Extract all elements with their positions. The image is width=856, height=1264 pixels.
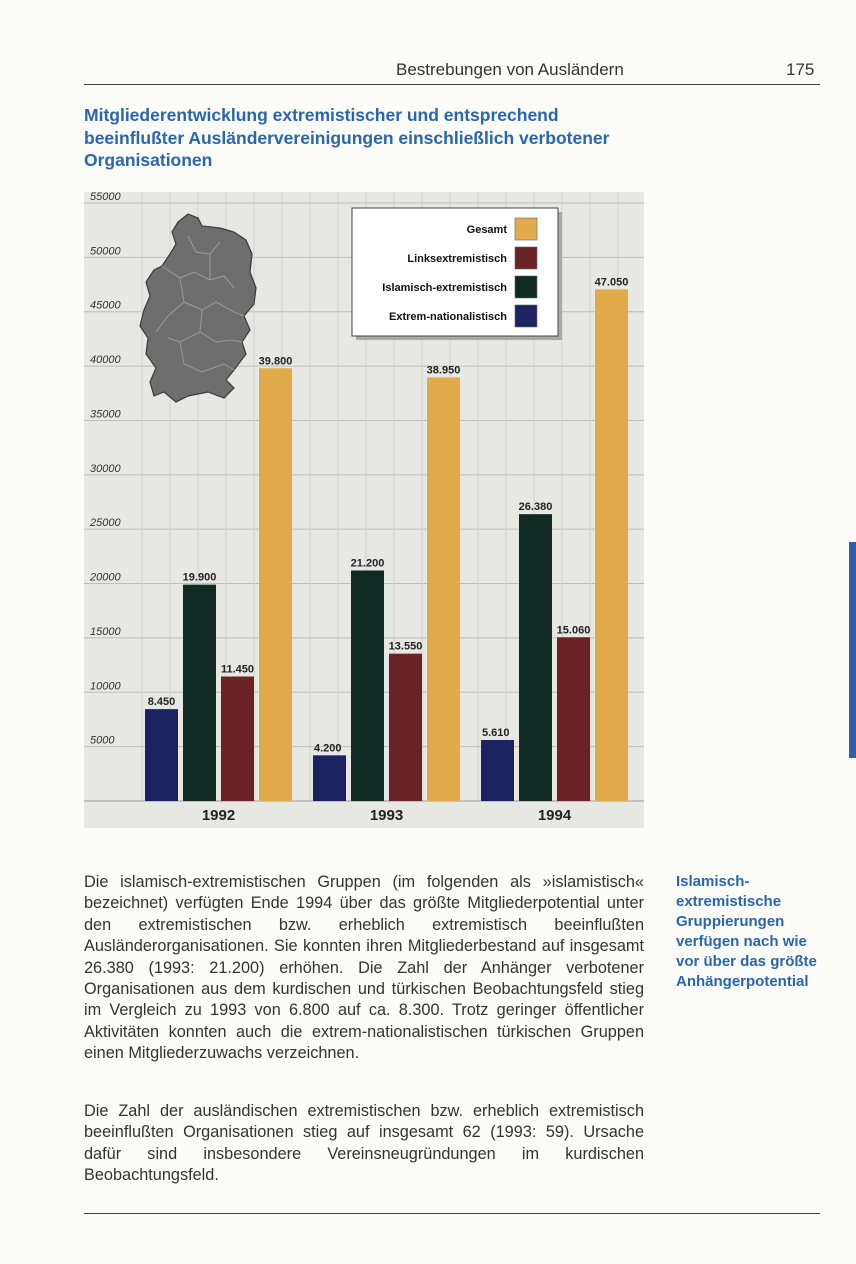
y-tick-label: 50000 xyxy=(90,245,121,258)
y-tick-label: 40000 xyxy=(90,354,121,367)
data-label: 38.950 xyxy=(426,364,461,377)
y-tick-label: 30000 xyxy=(90,462,121,475)
legend-label: Linksextremistisch xyxy=(407,253,507,265)
data-label: 39.800 xyxy=(258,355,293,368)
header-divider xyxy=(84,84,820,85)
body-paragraph-1: Die islamisch-extremistischen Gruppen (im folgenden als »islamistisch« bezeichnet) verfügten Ende 1994 über das größte Mitgliederpotential unter den extremistischen bzw. erheblich extremistisch beeinflußten Ausländerorganisationen. Sie konnten ihren Mitgliederbestand auf insgesamt 26.380 (1993: 21.200) erhöhen. Die Zahl der Anhänger verbotener Organisationen aus dem kurdischen und türkischen Beobachtungsfeld stieg im Vergleich zu 1993 von 6.800 auf ca. 8.300. Trotz geringer öffentlicher Aktivitäten konnten auch die extrem-nationalistischen türkischen Gruppen einen Mitgliederzuwachs verzeichnen. xyxy=(84,873,644,1063)
legend-swatch xyxy=(515,305,537,327)
bar xyxy=(145,709,178,801)
bar xyxy=(313,755,346,801)
y-tick-label: 55000 xyxy=(90,192,121,203)
bar xyxy=(557,637,590,801)
data-label: 26.380 xyxy=(518,501,553,514)
y-tick-label: 25000 xyxy=(90,517,121,530)
legend-label: Gesamt xyxy=(466,224,507,236)
data-label: 19.900 xyxy=(182,571,217,584)
bar xyxy=(221,677,254,801)
legend-swatch xyxy=(515,247,537,269)
data-label: 47.050 xyxy=(594,276,629,289)
data-label: 4.200 xyxy=(314,742,342,755)
chart-title: Mitgliederentwicklung extremistischer und entsprechend beeinflußter Ausländervereinigungen einschließlich verbotener Organisationen xyxy=(84,105,610,170)
body-paragraph-2: Die Zahl der ausländischen extremistischen bzw. erheblich extremistisch beeinflußten Organisationen stieg auf insgesamt 62 (1993: 59). Ursache dafür sind insbesondere Vereinsneugründungen im kurdischen Beobachtungsfeld. xyxy=(84,1102,644,1185)
legend-swatch xyxy=(515,276,537,298)
bar xyxy=(481,740,514,801)
y-tick-label: 10000 xyxy=(90,680,121,693)
x-tick-label: 1993 xyxy=(369,807,404,824)
bar xyxy=(519,514,552,801)
y-tick-label: 35000 xyxy=(90,408,121,421)
y-tick-label: 5000 xyxy=(90,734,115,747)
data-label: 5.610 xyxy=(482,727,510,740)
y-tick-label: 20000 xyxy=(90,571,121,584)
bar xyxy=(259,368,292,801)
x-tick-label: 1994 xyxy=(537,807,572,824)
data-label: 13.550 xyxy=(388,640,423,653)
y-tick-label: 15000 xyxy=(90,625,121,638)
data-label: 8.450 xyxy=(147,696,176,709)
legend-label: Islamisch-extremistisch xyxy=(382,282,507,294)
page-number: 175 xyxy=(786,60,815,79)
x-tick-label: 1992 xyxy=(201,807,236,824)
legend xyxy=(352,208,562,340)
y-tick-label: 45000 xyxy=(90,299,121,312)
data-label: 15.060 xyxy=(556,624,591,637)
legend-label: Extrem-nationalistisch xyxy=(389,311,507,323)
bar-chart xyxy=(84,192,644,828)
data-label: 11.450 xyxy=(220,663,255,676)
footer-divider xyxy=(84,1213,820,1214)
bar xyxy=(595,289,628,801)
chapter-tab-marker xyxy=(849,542,856,758)
margin-note: Islamisch-extremistische Gruppierungen verfügen nach wie vor über das größte Anhängerpotential xyxy=(676,873,817,990)
bar xyxy=(389,654,422,801)
bar xyxy=(351,570,384,801)
legend-swatch xyxy=(515,218,537,240)
data-label: 21.200 xyxy=(350,557,385,570)
running-header-title: Bestrebungen von Ausländern xyxy=(396,60,624,79)
bar xyxy=(427,378,460,801)
bar xyxy=(183,585,216,801)
